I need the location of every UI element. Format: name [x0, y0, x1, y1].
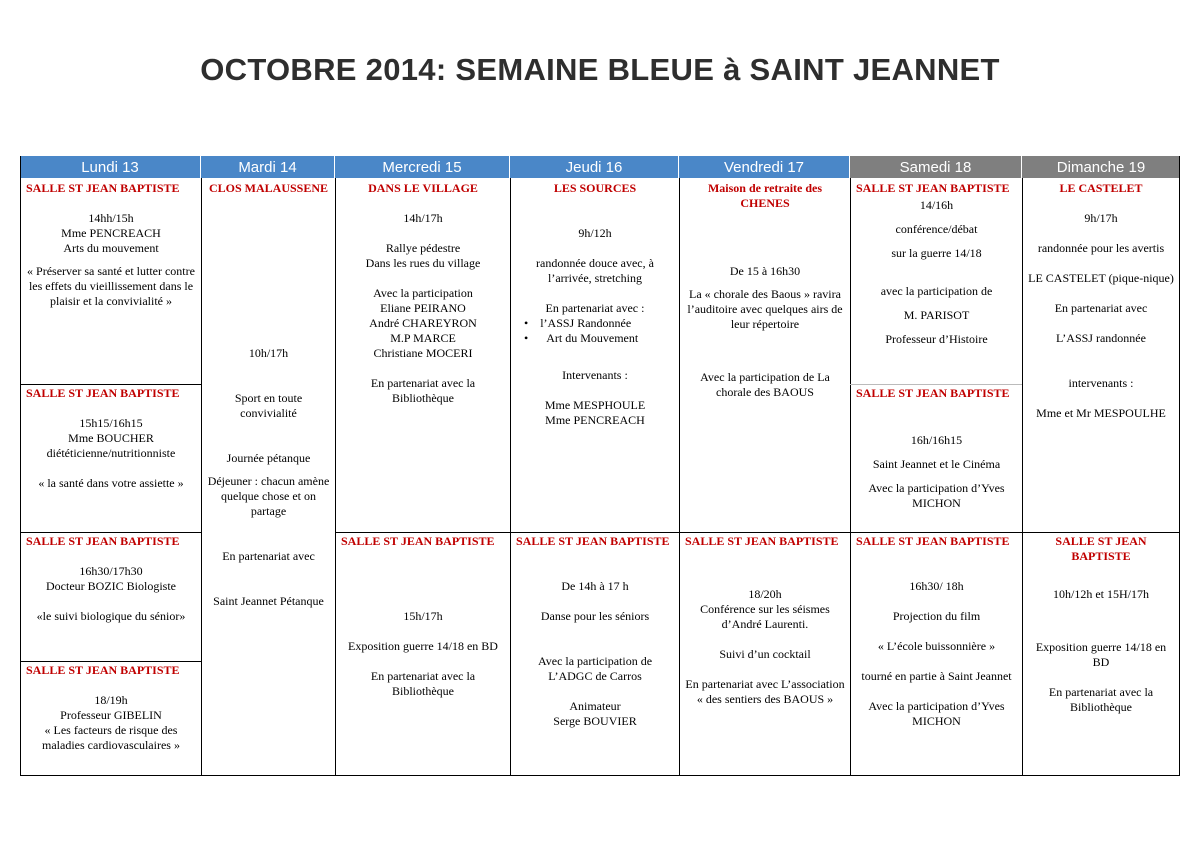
mardi-session	[202, 181, 335, 775]
activity: randonnée douce avec, à l’arrivée, stretching	[536, 256, 654, 285]
time: 10h/17h	[248, 346, 289, 360]
partner-label: En partenariat avec	[222, 549, 315, 563]
quote: « Préserver sa santé et lutter contre les effets du vieillissement dans le plaisir et la convivialité »	[27, 264, 195, 308]
speaker: Docteur BOZIC Biologiste	[46, 579, 176, 593]
speaker: Mme MESPHOULE	[544, 398, 646, 412]
animator: Serge BOUVIER	[553, 714, 637, 728]
venue: Maison de retraite des CHENES	[707, 181, 823, 210]
time: 14h/17h	[403, 211, 443, 225]
exhibition: Exposition guerre 14/18 en BD	[1035, 640, 1167, 669]
speakers-label: intervenants :	[1068, 376, 1134, 390]
lundi-session-4	[21, 663, 201, 775]
time: 9h/17h	[1084, 211, 1118, 225]
participation: Avec la participation d’Yves MICHON	[868, 699, 1005, 728]
samedi-session-3	[851, 534, 1022, 775]
location: Dans les rues du village	[365, 256, 481, 270]
lunch-note: Déjeuner : chacun amène quelque chose et on partage	[207, 474, 330, 518]
venue: SALLE ST JEAN BAPTISTE	[26, 181, 180, 195]
speakers-label: Intervenants :	[562, 368, 628, 382]
time: 14/16h	[919, 198, 954, 212]
exhibition: Exposition guerre 14/18 en BD	[348, 639, 498, 653]
quote: « Les facteurs de risque des maladies cardiovasculaires »	[42, 723, 180, 752]
venue: SALLE ST JEAN BAPTISTE	[856, 181, 1010, 195]
schedule-table	[20, 156, 1200, 776]
time: 9h/12h	[578, 226, 612, 240]
venue: CLOS MALAUSSENE	[208, 181, 329, 195]
jeudi-session-1	[511, 181, 679, 532]
samedi-session-2	[851, 386, 1022, 532]
bullet-icon: •	[524, 331, 547, 345]
venue: SALLE ST JEAN BAPTISTE	[26, 663, 180, 677]
time: 18/20h	[748, 587, 782, 601]
activity: Projection du film	[892, 609, 981, 623]
time: 16h30/17h30	[79, 564, 143, 578]
venue: SALLE ST JEAN BAPTISTE	[516, 534, 670, 548]
activity: Rallye pédestre	[385, 241, 461, 255]
header-jeudi: Jeudi 16	[510, 156, 679, 178]
description: Sport en toute convivialité	[234, 391, 303, 420]
partner: En partenariat avec la Bibliothèque	[370, 669, 476, 698]
partner: En partenariat avec la Bibliothèque	[370, 376, 476, 405]
speakers: Mme et Mr MESPOULHE	[1036, 406, 1166, 420]
speaker: Mme PENCREACH	[61, 226, 161, 240]
speaker: Mme PENCREACH	[545, 413, 645, 427]
jeudi-session-2	[511, 534, 679, 775]
venue: SALLE ST JEAN BAPTISTE	[26, 534, 180, 548]
time: De 14h à 17 h	[561, 579, 629, 593]
partner-item: • l’ASSJ Randonnée	[524, 316, 632, 330]
film-note: tourné en partie à Saint Jeannet	[861, 669, 1012, 683]
speaker: Mme BOUCHER	[68, 431, 154, 445]
time: 10h/12h et 15H/17h	[1053, 587, 1149, 601]
mercredi-session-2	[336, 534, 510, 775]
activity: Saint Jeannet et le Cinéma	[872, 457, 1001, 471]
lundi-session-2	[21, 386, 201, 532]
venue: SALLE ST JEAN BAPTISTE	[341, 534, 495, 548]
participation-label: Avec la participation	[373, 286, 473, 300]
time: 15h/17h	[403, 609, 443, 623]
venue: SALLE ST JEAN BAPTISTE	[856, 534, 1010, 548]
description: La « chorale des Baous » ravira l’auditoire avec quelques airs de leur répertoire	[687, 287, 843, 331]
time: 18/19h	[94, 693, 128, 707]
participation: Avec la participation de L’ADGC de Carros	[537, 654, 653, 683]
venue: LE CASTELET	[1059, 181, 1143, 195]
dimanche-session-2	[1023, 534, 1179, 775]
time: De 15 à 16h30	[729, 264, 801, 278]
participant: Christiane MOCERI	[373, 346, 473, 360]
venue: SALLE ST JEAN BAPTISTE	[856, 386, 1010, 400]
header-mardi: Mardi 14	[201, 156, 335, 178]
header-dimanche: Dimanche 19	[1022, 156, 1180, 178]
location: LE CASTELET (pique-nique)	[1028, 271, 1174, 285]
header-samedi: Samedi 18	[850, 156, 1022, 178]
speaker: Professeur GIBELIN	[60, 708, 162, 722]
participant: Eliane PEIRANO	[380, 301, 466, 315]
time: 16h/16h15	[910, 433, 963, 447]
speaker-role: Professeur d’Histoire	[885, 332, 988, 346]
activity: Danse pour les séniors	[540, 609, 650, 623]
time: 15h15/16h15	[79, 416, 143, 430]
activity: Journée pétanque	[226, 451, 311, 465]
participant: André CHAREYRON	[369, 316, 477, 330]
samedi-session-1	[851, 181, 1022, 384]
header-mercredi: Mercredi 15	[335, 156, 510, 178]
partner: Saint Jeannet Pétanque	[213, 594, 324, 608]
venue: SALLE ST JEAN BAPTISTE	[1055, 534, 1147, 563]
partner-item: • Art du Mouvement	[524, 331, 639, 345]
partner: En partenariat avec L’association « des sentiers des BAOUS »	[685, 677, 845, 706]
page-title: OCTOBRE 2014: SEMAINE BLEUE à SAINT JEANNET	[200, 52, 1000, 87]
participant: M.P MARCE	[390, 331, 456, 345]
bullet-icon: •	[524, 316, 541, 330]
partner-label: En partenariat avec :	[545, 301, 645, 315]
header-vendredi: Vendredi 17	[679, 156, 850, 178]
header-lundi: Lundi 13	[20, 156, 201, 178]
film-title: « L’école buissonnière »	[877, 639, 996, 653]
participation: Avec la participation d’Yves MICHON	[868, 481, 1005, 510]
speaker: M. PARISOT	[903, 308, 970, 322]
lundi-session-3	[21, 534, 201, 661]
activity: conférence/débat	[895, 222, 978, 236]
time: 16h30/ 18h	[909, 579, 964, 593]
role: diététicienne/nutritionniste	[46, 446, 176, 460]
venue: DANS LE VILLAGE	[368, 181, 478, 195]
participation-label: avec la participation de	[880, 284, 993, 298]
activity: Conférence sur les séismes d’André Laurenti.	[700, 602, 830, 631]
vendredi-session-2	[680, 534, 850, 775]
activity: randonnée pour les avertis	[1037, 241, 1165, 255]
activity: Arts du mouvement	[63, 241, 159, 255]
partner: L’ASSJ randonnée	[1056, 331, 1146, 345]
time: 14hh/15h	[88, 211, 134, 225]
partner-label: En partenariat avec	[1054, 301, 1148, 315]
venue: LES SOURCES	[553, 181, 637, 195]
dimanche-session-1	[1023, 181, 1179, 532]
venue: SALLE ST JEAN BAPTISTE	[685, 534, 839, 548]
topic: sur la guerre 14/18	[891, 246, 982, 260]
partner: En partenariat avec la Bibliothèque	[1048, 685, 1154, 714]
vendredi-session-1	[680, 181, 850, 532]
quote: «le suivi biologique du sénior»	[36, 609, 186, 623]
lundi-session-1	[21, 181, 201, 384]
quote: « la santé dans votre assiette »	[38, 476, 184, 490]
participation: Avec la participation de La chorale des BAOUS	[700, 370, 830, 399]
animator-label: Animateur	[569, 699, 621, 713]
cocktail: Suivi d’un cocktail	[719, 647, 811, 661]
mercredi-session-1	[336, 181, 510, 532]
venue: SALLE ST JEAN BAPTISTE	[26, 386, 180, 400]
